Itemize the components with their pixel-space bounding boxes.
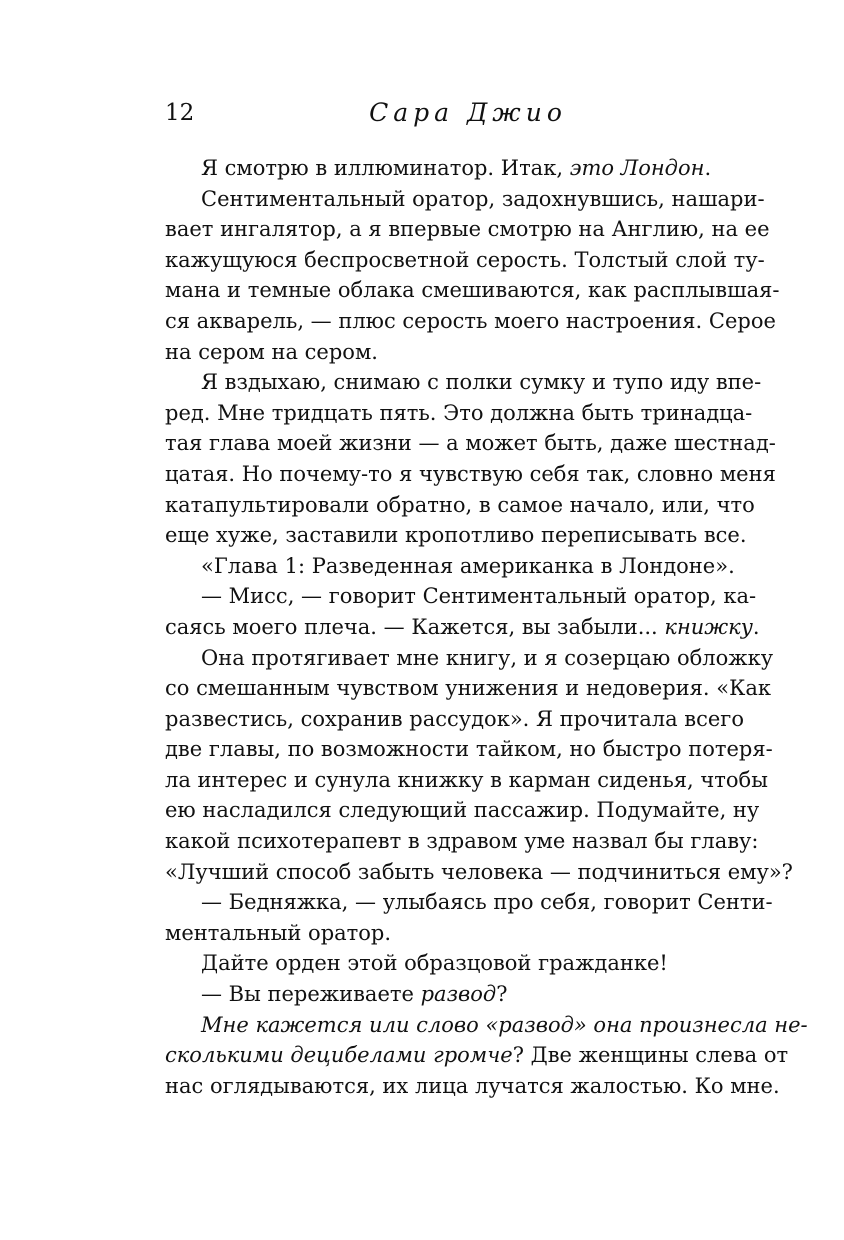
text-line [165,734,773,765]
page-header [165,96,743,130]
running-title: Сара Джио [369,98,567,127]
text-line [165,306,776,337]
text-line [165,337,743,368]
italic-text: Мне кажется или слово «развод» она произнесла не- [201,1012,808,1037]
text-segment: ? Две женщины слева от [512,1043,789,1068]
text-line [165,551,743,582]
text-segment: ла интерес и сунула книжку в карман сиденья, чтобы [165,767,768,792]
body-text [165,153,808,1101]
text-line [165,581,757,612]
text-segment: нас оглядываются, их лица лучатся жалостью. Ко мне. [165,1073,780,1098]
text-segment: Она протягивает мне книгу, и я созерцаю обложку [201,645,774,670]
text-line [165,367,762,398]
text-segment: какой психотерапевт в здравом уме назвал бы главу: [165,829,759,854]
text-line [165,490,755,521]
text-segment: мана и темные облака смешиваются, как расплывшая- [165,278,780,303]
text-line [165,184,765,215]
text-segment: Я вздыхаю, снимаю с полки сумку и тупо иду впе- [201,370,762,395]
text-segment: ? [496,982,508,1007]
text-line [165,673,771,704]
text-segment: цатая. Но почему-то я чувствую себя так, словно меня [165,461,776,486]
text-segment: со смешанным чувством унижения и недоверия. «Как [165,676,771,701]
text-segment: Сентиментальный оратор, задохнувшись, нашари- [201,186,765,211]
text-segment: — Вы переживаете [201,982,421,1007]
text-line [165,887,773,918]
italic-text: книжку [664,614,753,639]
text-line [165,643,774,674]
text-line [165,459,776,490]
text-line [165,153,743,184]
text-segment: развестись, сохранив рассудок». Я прочитала всего [165,706,744,731]
italic-text: развод [420,982,497,1007]
text-segment: саясь моего плеча. — Кажется, вы забыли... [165,614,665,639]
text-segment: ментальный оратор. [165,920,392,945]
text-line [165,214,770,245]
text-line [165,398,753,429]
text-line [165,428,776,459]
text-segment: Я смотрю в иллюминатор. Итак, [201,156,570,180]
text-line [165,918,743,949]
text-line [165,948,743,979]
text-line [165,979,743,1010]
text-segment: . [752,614,760,639]
text-segment: «Лучший способ забыть человека — подчиниться ему»? [165,859,793,884]
text-segment: вает ингалятор, а я впервые смотрю на Англию, на ее [165,217,770,242]
text-segment: две главы, по возможности тайком, но быстро потеря- [165,737,773,762]
text-segment: — Мисс, — говорит Сентиментальный оратор, ка- [201,584,757,609]
text-line [165,1040,789,1071]
text-line [165,275,780,306]
text-line [165,795,760,826]
text-segment: еще хуже, заставили кропотливо переписывать все. [165,523,747,548]
text-segment: — Бедняжка, — улыбаясь про себя, говорит Сенти- [201,890,773,915]
text-segment: «Глава 1: Разведенная американка в Лондоне». [201,553,735,578]
text-segment: ся акварель, — плюс серость моего настроения. Серое [165,308,776,333]
italic-text: сколькими децибелами громче [165,1043,513,1068]
text-segment: на сером на сером. [165,339,378,364]
text-line [165,612,760,643]
text-segment: . [704,156,712,180]
page-number: 12 [165,100,195,126]
text-line [165,765,768,796]
text-segment: Дайте орден этой образцовой гражданке! [201,951,668,976]
text-segment: ею насладился следующий пассажир. Подумайте, ну [165,798,760,823]
text-segment: ред. Мне тридцать пять. Это должна быть тринадца- [165,400,753,425]
text-segment: кажущуюся беспросветной серость. Толстый слой ту- [165,247,765,272]
text-line [165,520,747,551]
text-line [165,857,793,888]
text-segment: тая глава моей жизни — а может быть, даже шестнад- [165,431,776,456]
text-line [165,826,759,857]
text-segment: катапультировали обратно, в самое начало, или, что [165,492,755,517]
text-line [165,245,765,276]
italic-text: это Лондон [569,156,705,180]
text-line [165,1010,808,1041]
text-line [165,1071,780,1102]
text-line [165,704,743,735]
